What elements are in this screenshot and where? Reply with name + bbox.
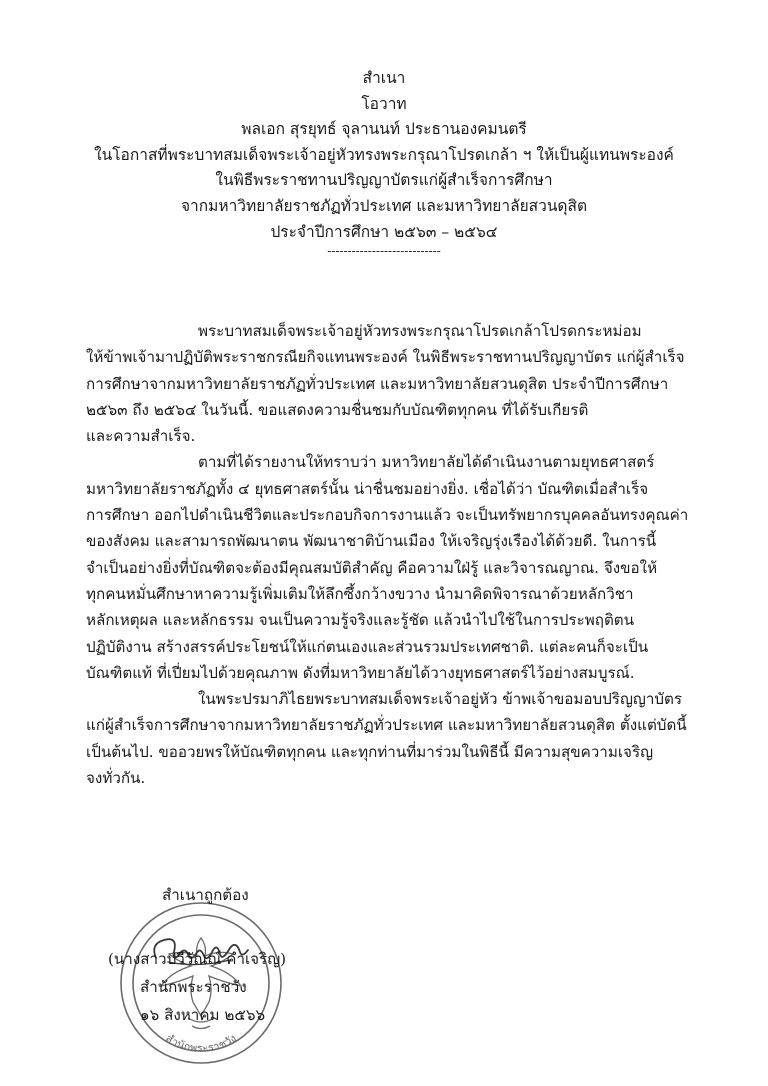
speech-line: หลักเหตุผล และหลักธรรม จนเป็นความรู้จริงและรู้ชัด แล้วนำไปใช้ในการประพฤติตน [86,611,635,630]
header-copy-label: สำเนา [362,69,406,87]
document-header [0,66,768,259]
speech-line: การศึกษา ออกไปดำเนินชีวิตและประกอบกิจการงานแล้ว จะเป็นทรัพยากรบุคคลอันทรงคุณค่า [86,506,689,525]
speech-line: จงทั่วกัน. [86,769,146,788]
speech-line: เป็นต้นไป. ขออวยพรให้บัณฑิตทุกคน และทุกท่านที่มาร่วมในพิธีนี้ มีความสุขความเจริญ [86,742,654,761]
speech-line: ของสังคม และสามารถพัฒนาตน พัฒนาชาติบ้านเมือง ให้เจริญรุ่งเรืองได้ด้วยดี. ในการนี้ [86,532,657,551]
speech-line: ให้ข้าพเจ้ามาปฏิบัติพระราชกรณียกิจแทนพระองค์ ในพิธีพระราชทานปริญญาบัตร แก่ผู้สำเร็จ [86,348,685,367]
speech-line: มหาวิทยาลัยราชภัฏทั้ง ๔ ยุทธศาสตร์นั้น น่าชื่นชมอย่างยิ่ง. เชื่อได้ว่า บัณฑิตเมื่อสำเร็จ [86,479,649,498]
speech-line: จำเป็นอย่างยิ่งที่บัณฑิตจะต้องมีคุณสมบัติสำคัญ คือความใฝ่รู้ และวิจารณญาณ. จึงขอให้ [86,558,658,577]
speech-line: ตามที่ได้รายงานให้ทราบว่า มหาวิทยาลัยได้ดำเนินงานตามยุทธศาสตร์ [198,453,655,472]
speech-line: ปฏิบัติงาน สร้างสรรค์ประโยชน์ให้แก่ตนเองและส่วนรวมประเทศชาติ. แต่ละคนก็จะเป็น [86,637,649,656]
header-speaker: พลเอก สุรยุทธ์ จุลานนท์ ประธานองคมนตรี [241,120,527,139]
header-ceremony: ในพิธีพระราชทานปริญญาบัตรแก่ผู้สำเร็จการศึกษา [215,171,553,190]
header-title: โอวาท [361,94,407,113]
header-universities: จากมหาวิทยาลัยราชภัฏทั่วประเทศ และมหาวิทยาลัยสวนดุสิต [180,196,588,215]
header-occasion: ในโอกาสที่พระบาทสมเด็จพระเจ้าอยู่หัวทรงพระกรุณาโปรดเกล้า ฯ ให้เป็นผู้แทนพระองค์ [94,145,674,164]
speech-line: และความสำเร็จ. [86,427,196,446]
header-divider: ---------------------------- [327,245,441,259]
certification-date: ๑๖ สิงหาคม ๒๕๖๖ [140,1006,266,1024]
speech-line: พระบาทสมเด็จพระเจ้าอยู่หัวทรงพระกรุณาโปรดเกล้าโปรดกระหม่อม [198,322,642,340]
seal-arc-text: สำนักพระราชวัง [163,1031,239,1056]
certifier-name: (นางสาวปวีวัณณ์ คำเจริญ) [108,950,287,968]
speech-paragraph-1 [86,318,685,449]
speech-line: ในพระปรมาภิไธยพระบาทสมเด็จพระเจ้าอยู่หัว ข้าพเจ้าขอมอบปริญญาบัตร [198,690,683,709]
speech-paragraph-3 [86,686,687,791]
speech-line: การศึกษาจากมหาวิทยาลัยราชภัฏทั่วประเทศ และมหาวิทยาลัยสวนดุสิต ประจำปีการศึกษา [86,374,669,393]
speech-line: แก่ผู้สำเร็จการศึกษาจากมหาวิทยาลัยราชภัฏทั่วประเทศ และมหาวิทยาลัยสวนดุสิต ตั้งแต่บัดนี้ [86,716,687,735]
speech-paragraph-2 [86,449,689,686]
speech-line: ๒๕๖๓ ถึง ๒๕๖๔ ในวันนี้. ขอแสดงความชื่นชมกับบัณฑิตทุกคน ที่ได้รับเกียรติ [86,400,589,419]
certifier-office: สำนักพระราชวัง [140,978,247,996]
speech-line: ทุกคนหมั่นศึกษาหาความรู้เพิ่มเติมให้ลึกซึ้งกว้างขวาง นำมาคิดพิจารณาด้วยหลักวิชา [86,584,634,603]
certified-copy-label: สำเนาถูกต้อง [162,886,249,904]
speech-line: บัณฑิตแท้ ที่เปี่ยมไปด้วยคุณภาพ ดังที่มหาวิทยาลัยได้วางยุทธศาสตร์ไว้อย่างสมบูรณ์. [86,663,635,682]
speech-body [86,318,689,791]
header-academic-year: ประจำปีการศึกษา ๒๕๖๓ – ๒๕๖๔ [270,222,498,241]
